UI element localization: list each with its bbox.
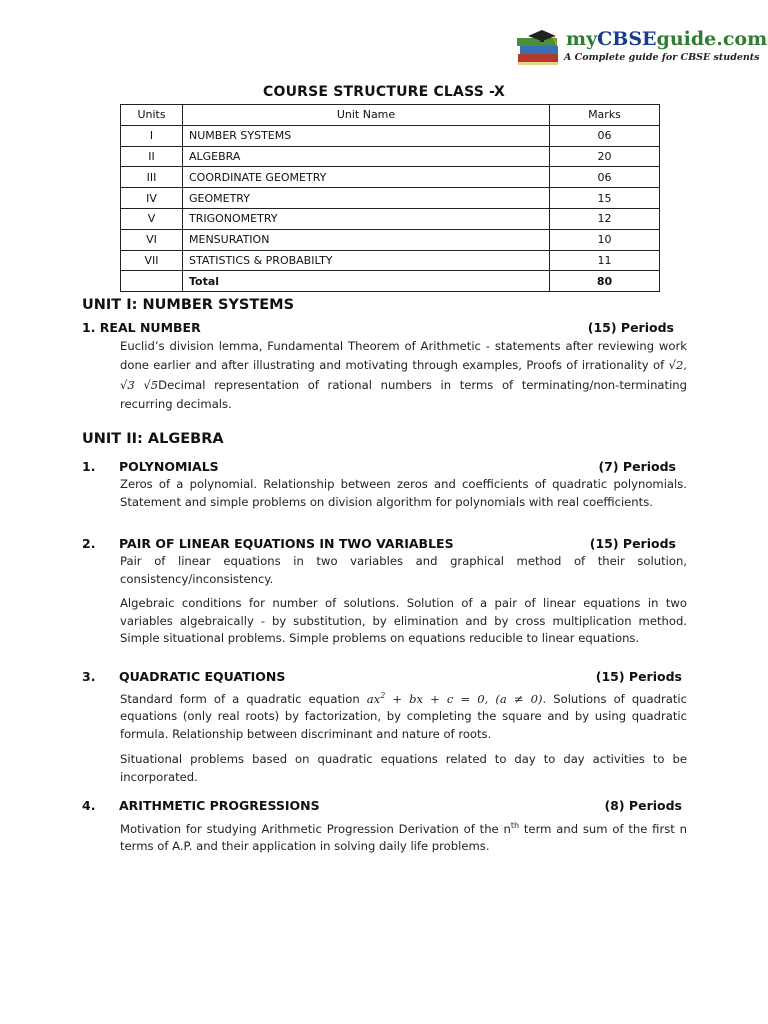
column-header-marks: Marks bbox=[550, 105, 660, 126]
column-header-unit-name: Unit Name bbox=[183, 105, 550, 126]
table-header-row bbox=[121, 105, 660, 126]
unit-1-heading: UNIT I: NUMBER SYSTEMS bbox=[82, 297, 295, 313]
topic-number: 4. bbox=[82, 798, 96, 813]
unit-cell: IV bbox=[121, 188, 183, 209]
table-row bbox=[121, 229, 660, 250]
marks-cell: 11 bbox=[550, 250, 660, 271]
topic-number: 2. bbox=[82, 536, 96, 551]
books-logo-icon bbox=[514, 28, 566, 68]
marks-cell: 12 bbox=[550, 208, 660, 229]
topic-number: 3. bbox=[82, 669, 96, 684]
real-number-description: Euclid’s division lemma, Fundamental Theorem of Arithmetic - statements after reviewing work done earlier and after illustrating and motivating through examples, Proofs of irrationality of √2, √3 √5Decimal representation of rational numbers in terms of terminating/non-terminating recurring decimals. bbox=[120, 339, 688, 412]
arithmetic-progressions-description: Motivation for studying Arithmetic Progression Derivation of the $n^{th}$ term and sum of the first n terms of A.P. and their application in solving daily life problems. bbox=[120, 821, 687, 854]
marks-cell: 06 bbox=[550, 125, 660, 146]
linear-equations-description-1: Pair of linear equations in two variables and graphical method of their solution, consistency/inconsistency. bbox=[120, 554, 687, 586]
topic-title: PAIR OF LINEAR EQUATIONS IN TWO VARIABLES bbox=[119, 536, 454, 551]
total-label-cell: Total bbox=[183, 271, 550, 292]
table-row bbox=[121, 125, 660, 146]
logo-wordmark: myCBSEguide.com bbox=[566, 28, 768, 50]
unit-cell: II bbox=[121, 146, 183, 167]
table-row bbox=[121, 208, 660, 229]
root-expressions: √2, √3 √5 bbox=[120, 358, 688, 392]
total-marks-cell: 80 bbox=[550, 271, 660, 292]
course-structure-table bbox=[120, 104, 660, 292]
linear-equations-description-2: Algebraic conditions for number of solutions. Solution of a pair of linear equations in two variables algebraically - by substitution, by elimination and by cross multiplication method. Simple situational problems. Simple problems on equations reducible to linear equations. bbox=[120, 596, 687, 646]
table-row bbox=[121, 250, 660, 271]
periods-label: (15) Periods bbox=[595, 669, 682, 684]
topic-title: ARITHMETIC PROGRESSIONS bbox=[119, 798, 320, 813]
table-total-row bbox=[121, 271, 660, 292]
quadratic-equations-description-2: Situational problems based on quadratic equations related to day to day activities to be incorporated. bbox=[120, 752, 687, 784]
unit-name-cell: NUMBER SYSTEMS bbox=[183, 125, 550, 146]
marks-cell: 15 bbox=[550, 188, 660, 209]
unit-cell: V bbox=[121, 208, 183, 229]
site-logo[interactable] bbox=[514, 26, 768, 70]
quadratic-equation: $ax^2$ + bx + c = 0, (a ≠ 0) bbox=[366, 691, 543, 706]
unit-name-cell: ALGEBRA bbox=[183, 146, 550, 167]
unit-name-cell: STATISTICS & PROBABILTY bbox=[183, 250, 550, 271]
periods-label: (8) Periods bbox=[604, 798, 682, 813]
topic-title: 1. REAL NUMBER bbox=[82, 320, 201, 335]
polynomials-description: Zeros of a polynomial. Relationship between zeros and coefficients of quadratic polynomials. Statement and simple problems on division algorithm for polynomials with real coefficients. bbox=[120, 477, 687, 509]
periods-label: (15) Periods bbox=[589, 536, 676, 551]
topic-title: QUADRATIC EQUATIONS bbox=[119, 669, 286, 684]
page-title: COURSE STRUCTURE CLASS -X bbox=[263, 84, 505, 100]
table-row bbox=[121, 146, 660, 167]
periods-label: (15) Periods bbox=[587, 320, 674, 335]
unit-name-cell: TRIGONOMETRY bbox=[183, 208, 550, 229]
logo-tagline: A Complete guide for CBSE students bbox=[564, 52, 760, 63]
unit-cell: III bbox=[121, 167, 183, 188]
empty-cell bbox=[121, 271, 183, 292]
table-row bbox=[121, 188, 660, 209]
unit-cell: I bbox=[121, 125, 183, 146]
unit-name-cell: MENSURATION bbox=[183, 229, 550, 250]
topic-number: 1. bbox=[82, 459, 96, 474]
table-row bbox=[121, 167, 660, 188]
unit-cell: VI bbox=[121, 229, 183, 250]
quadratic-equations-description-1: Standard form of a quadratic equation $ax^2$ + bx + c = 0, (a ≠ 0). Solutions of quadratic equations (only real roots) by factorization, by completing the square and by using quadratic formula. Relationship between discriminant and nature of roots. bbox=[120, 691, 688, 742]
unit-2-heading: UNIT II: ALGEBRA bbox=[82, 431, 224, 447]
marks-cell: 06 bbox=[550, 167, 660, 188]
unit-name-cell: GEOMETRY bbox=[183, 188, 550, 209]
unit-name-cell: COORDINATE GEOMETRY bbox=[183, 167, 550, 188]
periods-label: (7) Periods bbox=[598, 459, 676, 474]
marks-cell: 10 bbox=[550, 229, 660, 250]
unit-cell: VII bbox=[121, 250, 183, 271]
column-header-units: Units bbox=[121, 105, 183, 126]
topic-title: POLYNOMIALS bbox=[119, 459, 219, 474]
marks-cell: 20 bbox=[550, 146, 660, 167]
